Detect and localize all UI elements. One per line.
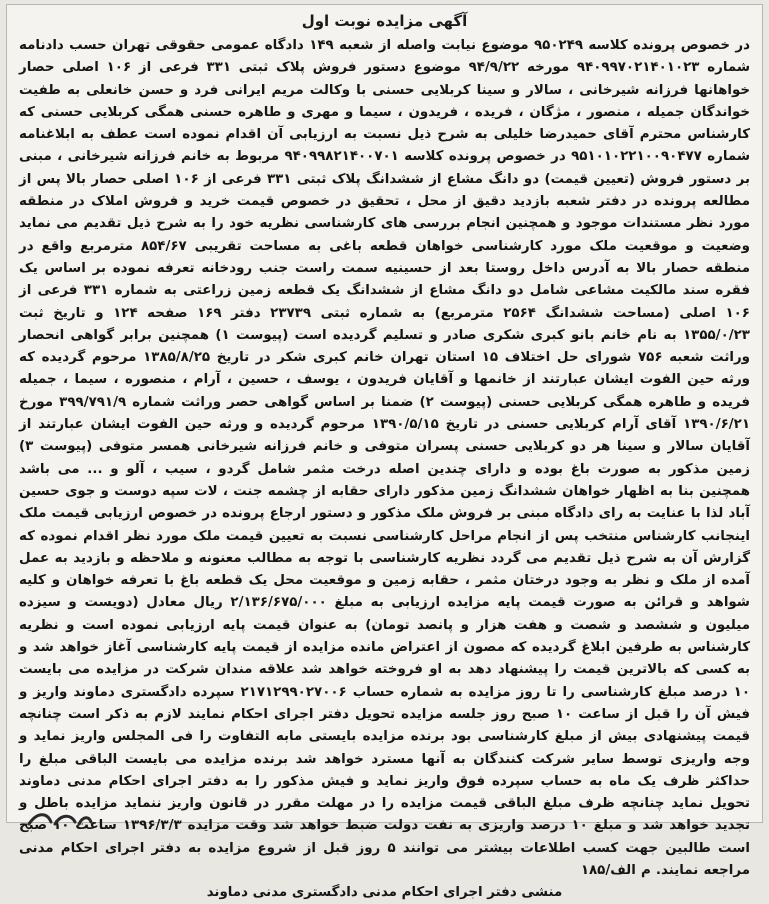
notice-body: در خصوص پرونده کلاسه ۹۵۰۲۴۹ موضوع نیابت واصله از شعبه ۱۴۹ دادگاه عمومی حقوقی تهران حسب دادنامه شماره ۹۴۰۹۹۷۰۲۱۴۰۱۰۲۳ مورخه ۹۴/۹/۲۲ موضوع دستور فروش پلاک ثبتی ۳۳۱ فرعی از ۱۰۶ اصلی حصار خواهانها فرزانه شیرخانی ، سالار و سینا کربلایی حسنی با وکالت مریم ایرانی فرد و حسن خانعلی به طفیت خواندگان جمیله ، منصور ، مژگان ، فریده ، فریدون ، سیما و مهری و طاهره حسنی همگی کربلایی حسنی که کارشناس محترم آقای حمیدرضا خلیلی به شرح ذیل نسبت به ارزیابی آن اقدام نموده است عطف به ابلاغنامه شماره ۹۵۱۰۱۰۲۲۱۰۰۹۰۴۷۷ در خصوص پرونده کلاسه ۹۴۰۹۹۸۲۱۴۰۰۷۰۱ مربوط به خانم فرزانه شیرخانی ، مبنی بر دستور فروش (تعیین قیمت) دو دانگ مشاع از ششدانگ پلاک ثبتی ۳۳۱ فرعی از ۱۰۶ اصلی حصار بالا پس از مطالعه پرونده در دفتر شعبه بازدید دقیق از محل ، تحقیق در خصوص قیمت خرید و فروش املاک در منطقه مورد نظر مستندات موجود و همچنین انجام بررسی های کارشناسی نظریه خود را به شرح ذیل تقدیم می نماید وضعیت و موقعیت ملک مورد کارشناسی خواهان قطعه باغی به مساحت تقریبی ۸۵۴/۶۷ مترمربع واقع در منطقه حصار بالا به آدرس داخل روستا بعد از حسینیه سمت راست جنب رودخانه تعرفه نموده بر اساس یک فقره سند مالکیت مشاعی شامل دو دانگ مشاع از ششدانگ یک قطعه زمین زراعتی به شماره ۳۳۱ فرعی از ۱۰۶ اصلی (مساحت ششدانگ ۲۵۶۴ مترمربع) به شماره ثبتی ۲۳۷۳۹ دفتر ۱۶۹ صفحه ۱۲۴ و تاریخ ثبت ۱۳۵۵/۰/۲۳ به نام خانم بانو کبری شکری صادر و تسلیم گردیده است (پیوست ۱) همچنین برابر گواهی انحصار وراثت شعبه ۷۵۶ شورای حل اختلاف ۱۵ استان تهران خانم کبری شکر در تاریخ ۱۳۸۵/۸/۲۵ مرحوم گردیده که ورثه حین الفوت ایشان عبارتند از خانمها و آقایان فریدون ، یوسف ، حسین ، آرام ، منصوره ، سیما ، جمیله فریده و طاهره همگی کربلایی حسنی (پیوست ۲) ضمنا بر اساس گواهی حصر وراثت شماره ۳۹۹/۷۹۱/۹ مورخ ۱۳۹۰/۶/۲۱ آقای آرام کربلایی حسنی در تاریخ ۱۳۹۰/۵/۱۵ مرحوم گردیده و ورثه حین الفوت ایشان عبارتند از آقایان سالار و سینا هر دو کربلایی حسنی پسران متوفی و خانم فرزانه شیرخانی همسر متوفی (پیوست ۳) زمین مذکور به صورت باغ بوده و دارای چندین اصله درخت مثمر شامل گردو ، سیب ، آلو و ... می باشد همچنین بنا به اظهار خواهان ششدانگ زمین مذکور دارای حقابه از چشمه جنت ، لات سپه دوست و جوی حسین آباد لذا با عنایت به رای دادگاه مبنی بر فروش ملک مذکور و دستور ارجاع پرونده در خصوص ارزیابی قیمت ملک اینجانب کارشناس منتخب پس از انجام مراحل کارشناسی نسبت به تعیین قیمت ملک مورد نظر اقدام نموده که گزارش آن به شرح ذیل تقدیم می گردد نظریه کارشناسی با توجه به مطالب معنونه و ملاحظه و بازدید به عمل آمده از ملک و نظر به وجود درختان مثمر ، حقابه زمین و موقعیت محل یک قطعه باغ با تعرفه خواهان و کلیه شواهد و قرائن به صورت قیمت پایه مزایده ارزیابی به مبلغ ۲/۱۳۶/۶۷۵/۰۰۰ ریال معادل (دویست و سیزده میلیون و ششصد و شصت و هفت هزار و پانصد تومان) به عنوان قیمت پایه ارزیابی نموده است و نظریه کارشناس به طرفین ابلاغ گردیده که مصون از اعتراض مانده مزایده از قیمت پایه کارشناسی آغاز خواهد شد و به کسی که بالاترین قیمت را پیشنهاد دهد به او فروخته خواهد شد علاقه مندان شرکت در مزایده می بایست ۱۰ درصد مبلغ کارشناسی را تا روز مزایده به شماره حساب ۲۱۷۱۲۹۹۰۲۷۰۰۶ سپرده دادگستری دماوند واریز و فیش آن را قبل از ساعت ۱۰ صبح روز جلسه مزایده تحویل دفتر اجرای احکام نمایند لازم به ذکر است چنانچه قیمت پیشنهادی بیش از مبلغ کارشناسی بود برنده مزایده بایستی مابه التفاوت را فی المجلس واریز نماید و وجه واریزی توسط سایر شرکت کنندگان به آنها مسترد خواهد شد برنده مزایده می بایست الباقی مبلغ را حداکثر ظرف یک ماه به حساب سپرده فوق واریز نماید و فیش مذکور را به دفتر اجرای احکام مدنی دماوند تحویل نماید چنانچه ظرف مبلغ الباقی قیمت مزایده را در مهلت مقرر در قانون واریز ننماید مزایده باطل و تجدید خواهد شد و مبلغ ۱۰ درصد واریزی به نفت دولت ضبط خواهد شد وقت مزایده ۱۳۹۶/۳/۳ ساعت ۱۰ صبح است طالبین جهت کسب اطلاعات بیشتر می توانند ۵ روز قبل از شروع مزایده به دفتر اجرای احکام مدنی مراجعه نمایند. م الف/۱۸۵ — [19, 38, 751, 878]
auction-notice — [6, 4, 763, 901]
notice-signature: منشی دفتر اجرای احکام مدنی دادگستری مدنی دماوند — [206, 885, 563, 901]
handwritten-mark-graphic — [25, 810, 95, 828]
notice-title: آگهی مزایده نوبت اول — [301, 12, 468, 30]
